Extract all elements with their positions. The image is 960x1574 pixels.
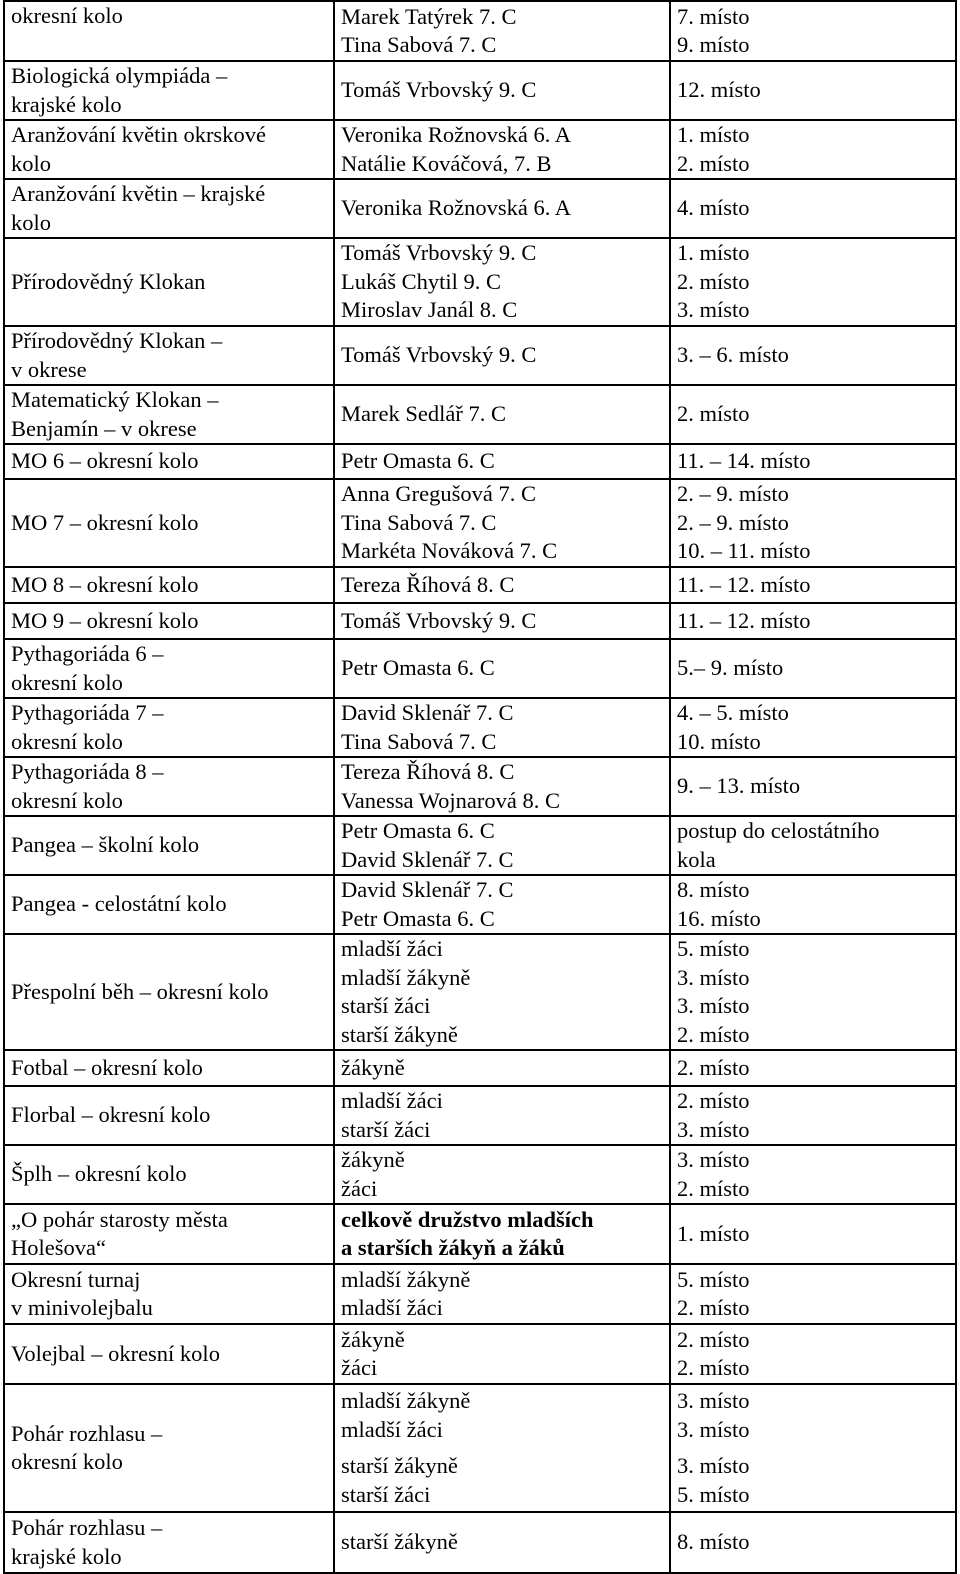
results-cell: 3. místo 3. místo 3. místo 5. místo xyxy=(670,1384,956,1512)
competition-cell: Aranžování květin – krajské kolo xyxy=(4,179,334,238)
competition-cell: „O pohár starosty města Holešova“ xyxy=(4,1204,334,1264)
participants-cell: Tomáš Vrbovský 9. C xyxy=(334,61,670,120)
table-row xyxy=(4,444,956,479)
table-row xyxy=(4,1264,956,1324)
results-cell: 12. místo xyxy=(670,61,956,120)
table-row xyxy=(4,816,956,875)
results-cell: 11. – 12. místo xyxy=(670,603,956,639)
competition-cell: Pangea - celostátní kolo xyxy=(4,875,334,934)
competition-cell: Pohár rozhlasu – okresní kolo xyxy=(4,1384,334,1512)
table-row xyxy=(4,934,956,1050)
results-cell: 2. místo 2. místo xyxy=(670,1324,956,1384)
results-cell: 9. – 13. místo xyxy=(670,757,956,816)
competition-cell: Aranžování květin okrskové kolo xyxy=(4,120,334,179)
participants-cell: David Sklenář 7. C Tina Sabová 7. C xyxy=(334,698,670,757)
participants-cell: Tereza Říhová 8. C xyxy=(334,567,670,603)
table-row xyxy=(4,326,956,385)
competition-cell: Fotbal – okresní kolo xyxy=(4,1050,334,1086)
table-row xyxy=(4,238,956,326)
table-row xyxy=(4,875,956,934)
table-row xyxy=(4,757,956,816)
participants-cell: žákyně xyxy=(334,1050,670,1086)
participants-cell: starší žákyně xyxy=(334,1512,670,1573)
results-table xyxy=(3,0,957,1574)
results-cell: 8. místo 16. místo xyxy=(670,875,956,934)
table-row xyxy=(4,639,956,698)
table-row xyxy=(4,698,956,757)
results-cell: 4. – 5. místo 10. místo xyxy=(670,698,956,757)
participants-cell: mladší žáci mladší žákyně starší žáci starší žákyně xyxy=(334,934,670,1050)
results-cell: 3. místo 2. místo xyxy=(670,1145,956,1204)
results-cell: 2. místo 3. místo xyxy=(670,1086,956,1145)
results-cell: 7. místo 9. místo xyxy=(670,1,956,61)
table-row xyxy=(4,1145,956,1204)
results-cell: 11. – 14. místo xyxy=(670,444,956,479)
participants-cell: David Sklenář 7. C Petr Omasta 6. C xyxy=(334,875,670,934)
competition-cell: MO 7 – okresní kolo xyxy=(4,479,334,567)
competition-cell: MO 6 – okresní kolo xyxy=(4,444,334,479)
results-cell: 5. místo 2. místo xyxy=(670,1264,956,1324)
competition-cell: Přespolní běh – okresní kolo xyxy=(4,934,334,1050)
participants-cell: Petr Omasta 6. C xyxy=(334,639,670,698)
participants-cell: celkově družstvo mladších a starších žákyň a žáků xyxy=(334,1204,670,1264)
table-row xyxy=(4,1050,956,1086)
competition-cell: Přírodovědný Klokan xyxy=(4,238,334,326)
participants-cell: Marek Sedlář 7. C xyxy=(334,385,670,444)
participants-cell: Marek Tatýrek 7. C Tina Sabová 7. C xyxy=(334,1,670,61)
results-cell: 1. místo xyxy=(670,1204,956,1264)
participants-cell: mladší žákyně mladší žáci xyxy=(334,1264,670,1324)
participants-cell: žákyně žáci xyxy=(334,1145,670,1204)
competition-cell: Biologická olympiáda – krajské kolo xyxy=(4,61,334,120)
competition-cell: Pythagoriáda 7 – okresní kolo xyxy=(4,698,334,757)
table-row xyxy=(4,1324,956,1384)
participants-cell: Tomáš Vrbovský 9. C Lukáš Chytil 9. C Miroslav Janál 8. C xyxy=(334,238,670,326)
table-row xyxy=(4,1204,956,1264)
results-cell: 5.– 9. místo xyxy=(670,639,956,698)
table-row xyxy=(4,179,956,238)
participants-cell: Petr Omasta 6. C David Sklenář 7. C xyxy=(334,816,670,875)
table-row xyxy=(4,61,956,120)
competition-cell: Okresní turnaj v minivolejbalu xyxy=(4,1264,334,1324)
competition-cell: Pohár rozhlasu – krajské kolo xyxy=(4,1512,334,1573)
table-row xyxy=(4,1512,956,1573)
participants-cell: mladší žákyně mladší žáci starší žákyně starší žáci xyxy=(334,1384,670,1512)
competition-cell: Pythagoriáda 6 – okresní kolo xyxy=(4,639,334,698)
participants-cell: Tomáš Vrbovský 9. C xyxy=(334,326,670,385)
participants-cell: Veronika Rožnovská 6. A xyxy=(334,179,670,238)
results-cell: 3. – 6. místo xyxy=(670,326,956,385)
competition-cell: Matematický Klokan – Benjamín – v okrese xyxy=(4,385,334,444)
competition-cell: MO 9 – okresní kolo xyxy=(4,603,334,639)
table-row xyxy=(4,120,956,179)
results-cell: 11. – 12. místo xyxy=(670,567,956,603)
line-gap xyxy=(677,1444,949,1452)
competition-cell: Pangea – školní kolo xyxy=(4,816,334,875)
results-cell: 4. místo xyxy=(670,179,956,238)
table-row xyxy=(4,385,956,444)
table-row xyxy=(4,603,956,639)
competition-cell: okresní kolo xyxy=(4,1,334,61)
participants-cell: Petr Omasta 6. C xyxy=(334,444,670,479)
competition-cell: Florbal – okresní kolo xyxy=(4,1086,334,1145)
participants-cell: Anna Gregušová 7. C Tina Sabová 7. C Markéta Nováková 7. C xyxy=(334,479,670,567)
competition-cell: MO 8 – okresní kolo xyxy=(4,567,334,603)
competition-cell: Pythagoriáda 8 – okresní kolo xyxy=(4,757,334,816)
results-cell: 5. místo 3. místo 3. místo 2. místo xyxy=(670,934,956,1050)
table-row xyxy=(4,567,956,603)
results-cell: 2. místo xyxy=(670,1050,956,1086)
results-cell: 1. místo 2. místo 3. místo xyxy=(670,238,956,326)
participants-cell: mladší žáci starší žáci xyxy=(334,1086,670,1145)
table-row xyxy=(4,1384,956,1512)
table-row xyxy=(4,479,956,567)
competition-cell: Šplh – okresní kolo xyxy=(4,1145,334,1204)
participants-cell: Veronika Rožnovská 6. A Natálie Kováčová, 7. B xyxy=(334,120,670,179)
results-cell: 2. místo xyxy=(670,385,956,444)
competition-cell: Volejbal – okresní kolo xyxy=(4,1324,334,1384)
results-cell: 2. – 9. místo 2. – 9. místo 10. – 11. místo xyxy=(670,479,956,567)
participants-cell: Tereza Říhová 8. C Vanessa Wojnarová 8. C xyxy=(334,757,670,816)
results-cell: postup do celostátního kola xyxy=(670,816,956,875)
table-row xyxy=(4,1,956,61)
participants-cell: žákyně žáci xyxy=(334,1324,670,1384)
competition-cell: Přírodovědný Klokan – v okrese xyxy=(4,326,334,385)
participants-cell: Tomáš Vrbovský 9. C xyxy=(334,603,670,639)
line-gap xyxy=(341,1444,663,1452)
results-cell: 1. místo 2. místo xyxy=(670,120,956,179)
results-cell: 8. místo xyxy=(670,1512,956,1573)
table-row xyxy=(4,1086,956,1145)
